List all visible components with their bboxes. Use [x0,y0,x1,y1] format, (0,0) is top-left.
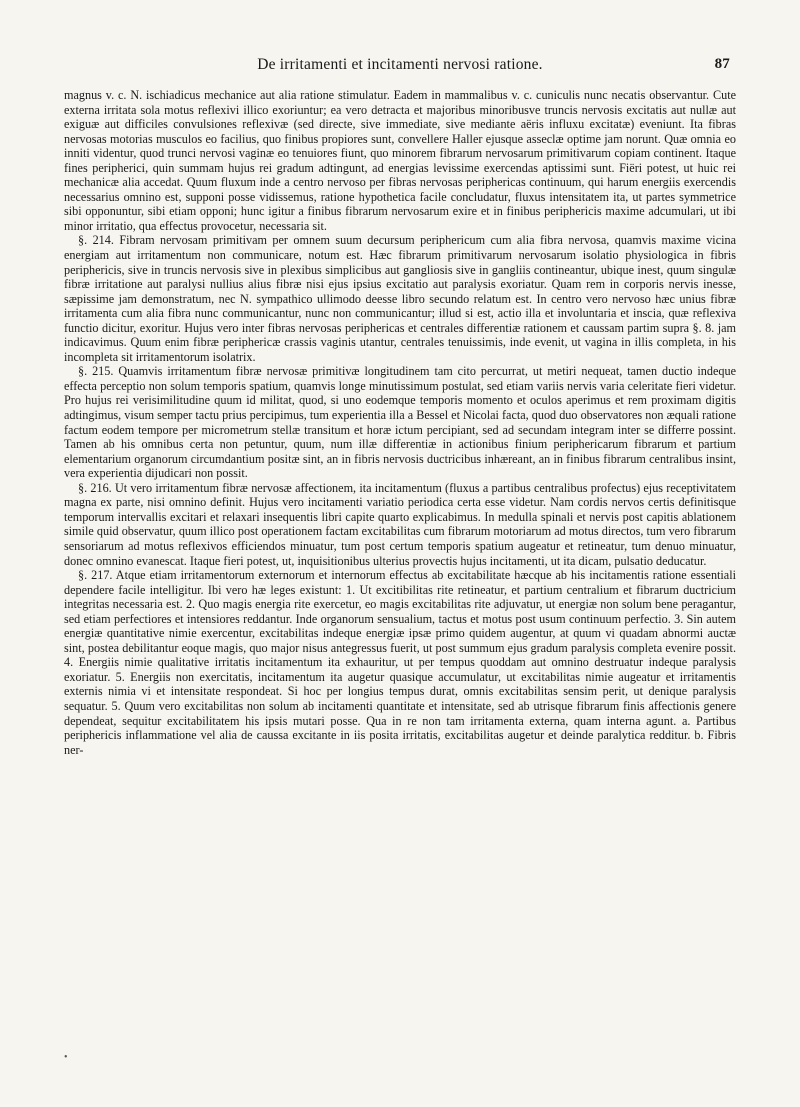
body-text [64,88,736,757]
section-216: §. 216. Ut vero irritamentum fibræ nervosæ affectionem, ita incitamentum (fluxus a partibus centralibus profectus) ejus receptivitatem magna ex parte, nisi omnino definit. Hujus vero incitamenti variatio periodica certa esse videtur. Nam cordis nervos certis definitisque temporum intervallis excitari et relaxari insequentis libri capite quarto explicabimus. In medulla spinali et nervis post capitis ablationem simile quid observatur, quum illico post operationem factam excitabilitas cum fibrarum motoriarum ad motus directos, tum vero fibrarum sensoriarum ad motus reflexivos efficiendos minuatur, tum post certum temporis spatium augeatur et retineatur, tum denuo minuatur, donec omnino evanescat. Itaque fieri potest, ut, inquisitionibus ulterius provectis hujus incitamenti, ut ita dicam, pulsatio deducatur. [64,480,736,568]
paragraph-continuation: magnus v. c. N. ischiadicus mechanice aut alia ratione stimulatur. Eadem in mammalibus v. c. cuniculis nunc necatis observantur. Cute externa irritata sola motus reflexivi illico exoriuntur; ea vero detracta et majoribus minoribusve truncis nervosis excitatis aut nullæ aut exiguæ aut difficiles convulsiones reflexivæ (sed directe, sive immediate, sive mediante aëris influxu excitatæ) eveniunt. Ita fibras nervosas motorias musculos eo facilius, quo finibus propiores sunt, convellere Haller ejusque asseclæ optime jam norunt. Quæ omnia eo inniti videntur, quod trunci nervosi vaginæ eo tenuiores fiunt, quo minorem fibrarum nervosarum primitivarum copiam continent. Itaque fines peripherici, quin summam hujus rei gradum adtingunt, ad energias levissime exercendas aptissimi sunt. Fiëri potest, ut huic rei mechanicæ alia accedat. Quum fluxum inde a centro nervoso per fibras nervosas periphericas continuum, qui harum energiis exercendis necessarius omnino est, supponi posse vidissemus, ratione hypothetica facile concludatur, fluxus intensitatem ita, ut partes symmetrice sibi opponuntur, sibi etiam opponi; hunc igitur a finibus fibrarum nervosarum exire et in finibus periphericis maxime adcumulari, ut ibi minor irritatio, qua effectus provocetur, necessaria sit. [64,88,736,233]
running-title: De irritamenti et incitamenti nervosi ratione. [257,56,543,73]
section-215: §. 215. Quamvis irritamentum fibræ nervosæ primitivæ longitudinem tam cito percurrat, ut metiri nequeat, tamen ductio indeque effecta perceptio non solum temporis spatium, quamvis longe minutissimum postulat, sed etiam variis nervis varia celeritate fieri videtur. Pro hujus rei verisimilitudine quum id militat, quod, si uno eodemque temporis momento et oculos aperimus et rem proximam digitis adtingimus, visum semper tactu prius percipimus, tum experientia illa a Bessel et Nicolai facta, quod duo observatores non æquali ratione factum eodem tempore per micrometrum stellæ transitum et horæ ictum percipiant, sed ad secundam integram inter se differre possint. Tamen ab his omnibus certa non petuntur, quum, num illæ differentiæ in actionibus finium periphericarum fibrarum et partium elementarium organorum circumdantium positæ sint, an in fibris nervosis ductricibus inhæreant, an in finibus fibrarum centralibus insint, vera experientia dijudicari non possit. [64,364,736,481]
section-214: §. 214. Fibram nervosam primitivam per omnem suum decursum periphericum cum alia fibra nervosa, quamvis maxime vicina energiam aut irritamentum non communicare, notum est. Hæc fibrarum primitivarum nervosarum isolatio physiologica in fibris periphericis, sive in truncis nervosis sive in plexibus simplicibus aut gangliosis sive in gangliis contineantur, ubique inest, quum singulæ fibræ irritatione aut paralysi nullius alius fibræ nisi ejus ipsius excitatio aut paralysis exoriatur. Quam rem in corporis nervis inesse, sæpissime jam demonstratum, nec N. sympathico ullimodo deesse libro secundo relatum est. In centro vero nervoso hæc unius fibræ irritamenta cum alia fibra nunc communicantur, nunc non communicantur; illud si est, actio illa et involuntaria et inscia, quæ reflexiva functio dicitur, exoritur. Hujus vero inter fibras nervosas periphericas et centrales differentiæ rationem et caussam partim supra §. 8. jam indicavimus. Quum enim fibræ periphericæ crassis vaginis utantur, centrales tenuissimis, inde evenit, ut vagina in illis completa, in his incompleta sit irritamentorum isolatrix. [64,233,736,364]
page-number: 87 [714,56,730,72]
printer-mark: • [64,1052,68,1063]
running-header [64,56,736,84]
section-217: §. 217. Atque etiam irritamentorum externorum et internorum effectus ab excitabilitate hæcque ab his incitamentis ratione essentiali dependere facile intelligitur. Ibi vero hæ leges existunt: 1. Ut excitibilitas rite retineatur, et partium centralium et fibrarum ductricium integritas necessaria est. 2. Quo magis energia rite exercetur, eo magis excitabilitas rite adjuvatur, ut energiæ non solum bene peragantur, sed etiam perfectiores et intensiores reddantur. Inde organorum sensualium, tactus et motus post usum continuum perfectio. 3. Sin autem energiæ quantitative nimie exercentur, excitabilitas indeque energiæ ipsæ primo quidem augentur, at quum vi quadam abnormi auctæ sint, postea debilitantur eoque magis, quo major nisus antegressus fuerit, ut post summum ejus gradum paralysis completa evenire possit. 4. Energiis nimie qualitative irritatis incitamentum ita exhauritur, ut per tempus quoddam aut omnino destruatur indeque paralysis exoriatur. 5. Energiis non exercitatis, incitamentum ita augetur quasique accumulatur, ut excitabilitas nimie augeatur et irritamentis externis nimia vi et intensitate respondeat. Si hoc per longius tempus durat, omnis excitabilitas sensim perit, ut denique paralysis sequatur. 5. Quum vero excitabilitas non solum ab incitamenti quantitate et intensitate, sed ab utrisque fibrarum finis affectionis genere dependeat, sequitur excitabilitatem his ipsis mutari posse. Qua in re non tam irritamenta externa, quam interna agunt. a. Partibus periphericis inflammatione vel alia de caussa excitante in iis posita irritatis, excitabilitas augetur et deinde paralytica redditur. b. Fibris ner- [64,568,736,757]
